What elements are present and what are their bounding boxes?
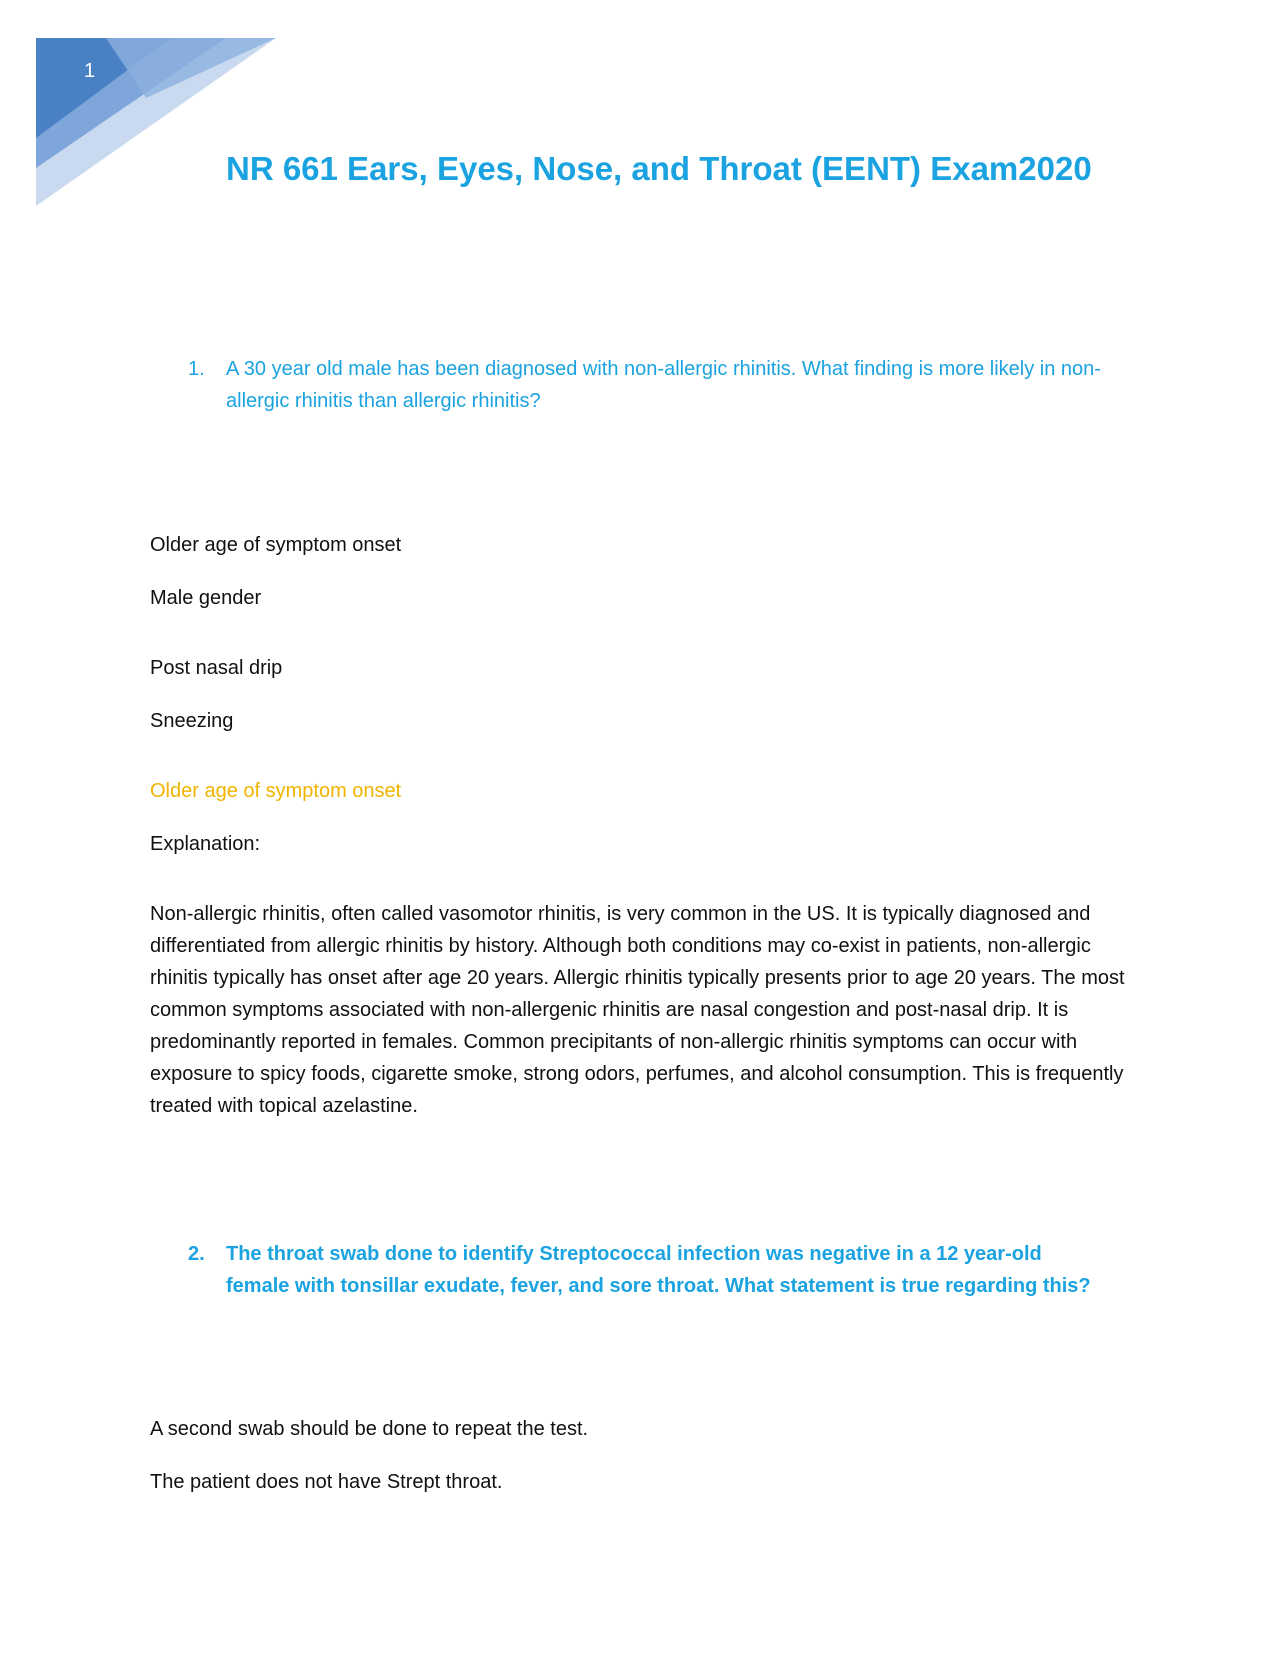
page-number: 1 bbox=[84, 60, 96, 82]
question-2-number: 2. bbox=[188, 1243, 205, 1265]
q1-option-2: Male gender bbox=[150, 587, 262, 609]
question-1-text: A 30 year old male has been diagnosed with non-allergic rhinitis. What finding is more likely in non-allergic rhinitis than allergic rhinitis? bbox=[226, 358, 1101, 412]
q2-option-2: The patient does not have Strept throat. bbox=[150, 1471, 503, 1493]
q1-option-3: Post nasal drip bbox=[150, 657, 283, 679]
q1-option-4: Sneezing bbox=[150, 710, 234, 732]
q1-explanation-text: Non-allergic rhinitis, often called vasomotor rhinitis, is very common in the US. It is typically diagnosed and differentiated from allergic rhinitis by history. Although both conditions may co-exist in patients, non-allergic rhinitis typically has onset after age 20 years. Allergic rhinitis typically presents prior to age 20 years. The most common symptoms associated with non-allergenic rhinitis are nasal congestion and post-nasal drip. It is predominantly reported in females. Common precipitants of non-allergic rhinitis symptoms can occur with exposure to spicy foods, cigarette smoke, strong odors, perfumes, and alcohol consumption. This is frequently treated with topical azelastine. bbox=[150, 903, 1125, 1117]
question-1-number: 1. bbox=[188, 358, 205, 380]
q1-explanation-label: Explanation: bbox=[150, 833, 261, 855]
question-2 bbox=[188, 1238, 1108, 1302]
question-1 bbox=[188, 353, 1108, 417]
question-2-text: The throat swab done to identify Streptococcal infection was negative in a 12 year-old female with tonsillar exudate, fever, and sore throat. What statement is true regarding this? bbox=[226, 1243, 1091, 1297]
q2-option-1: A second swab should be done to repeat the test. bbox=[150, 1418, 589, 1440]
q1-answer: Older age of symptom onset bbox=[150, 780, 402, 802]
document-title: NR 661 Ears, Eyes, Nose, and Throat (EENT) Exam2020 bbox=[226, 150, 1092, 187]
q1-option-1: Older age of symptom onset bbox=[150, 534, 402, 556]
